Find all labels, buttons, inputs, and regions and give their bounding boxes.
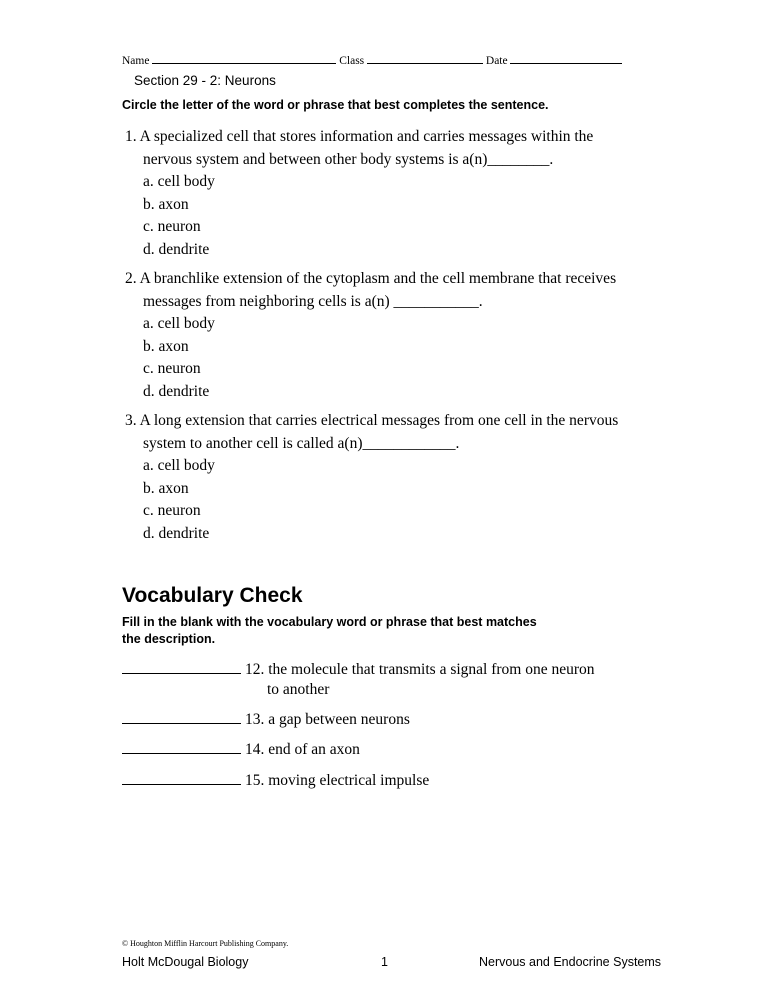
date-blank [510,52,622,64]
option-c: c. neuron [143,360,201,377]
option-d: d. dendrite [143,240,210,258]
question-stem: 1. A specialized cell that stores information and carries messages within the nervous system and between other body systems is a(n)________. [125,128,594,168]
option-a: a. cell body [143,457,215,474]
option-c: c. neuron [143,502,201,519]
footer-chapter: Nervous and Endocrine Systems [479,955,662,969]
vocab-item-12: 12. the molecule that transmits a signal from one neuron to another [122,660,595,700]
class-label: Class [339,55,365,67]
option-d: d. dendrite [143,382,210,400]
question-stem: 2. A branchlike extension of the cytoplasm and the cell membrane that receives messages from neighboring cells is a(n) ___________. [125,270,617,310]
instructions-fill-blank: Fill in the blank with the vocabulary word or phrase that best matches the description. [122,615,537,646]
answer-blank [122,741,241,754]
option-c: c. neuron [143,218,201,235]
vocab-item-15: 15. moving electrical impulse [122,771,429,791]
footer-page-number: 1 [381,955,388,969]
option-b: b. axon [143,337,189,355]
worksheet-header [122,52,640,67]
answer-blank [122,772,241,785]
option-a: a. cell body [143,315,215,332]
instructions-multiple-choice: Circle the letter of the word or phrase that best completes the sentence. [122,98,549,112]
option-d: d. dendrite [143,524,210,542]
name-blank [152,52,336,64]
option-b: b. axon [143,479,189,497]
question-3 [125,410,645,545]
answer-blank [122,711,241,724]
section-title: Section 29 - 2: Neurons [134,73,276,88]
copyright-notice: © Houghton Mifflin Harcourt Publishing Company. [122,939,289,948]
class-blank [367,52,483,64]
date-label: Date [485,55,508,67]
footer-book-title: Holt McDougal Biology [122,955,249,969]
option-a: a. cell body [143,173,215,190]
name-label: Name [122,55,150,67]
question-stem: 3. A long extension that carries electrical messages from one cell in the nervous system to another cell is called a(n)____________. [125,412,619,452]
vocab-item-13: 13. a gap between neurons [122,710,410,730]
question-1 [125,126,645,261]
option-b: b. axon [143,195,189,213]
answer-blank [122,661,241,674]
vocab-item-14: 14. end of an axon [122,740,360,760]
question-2 [125,268,645,403]
vocab-title: Vocabulary Check [122,584,303,607]
